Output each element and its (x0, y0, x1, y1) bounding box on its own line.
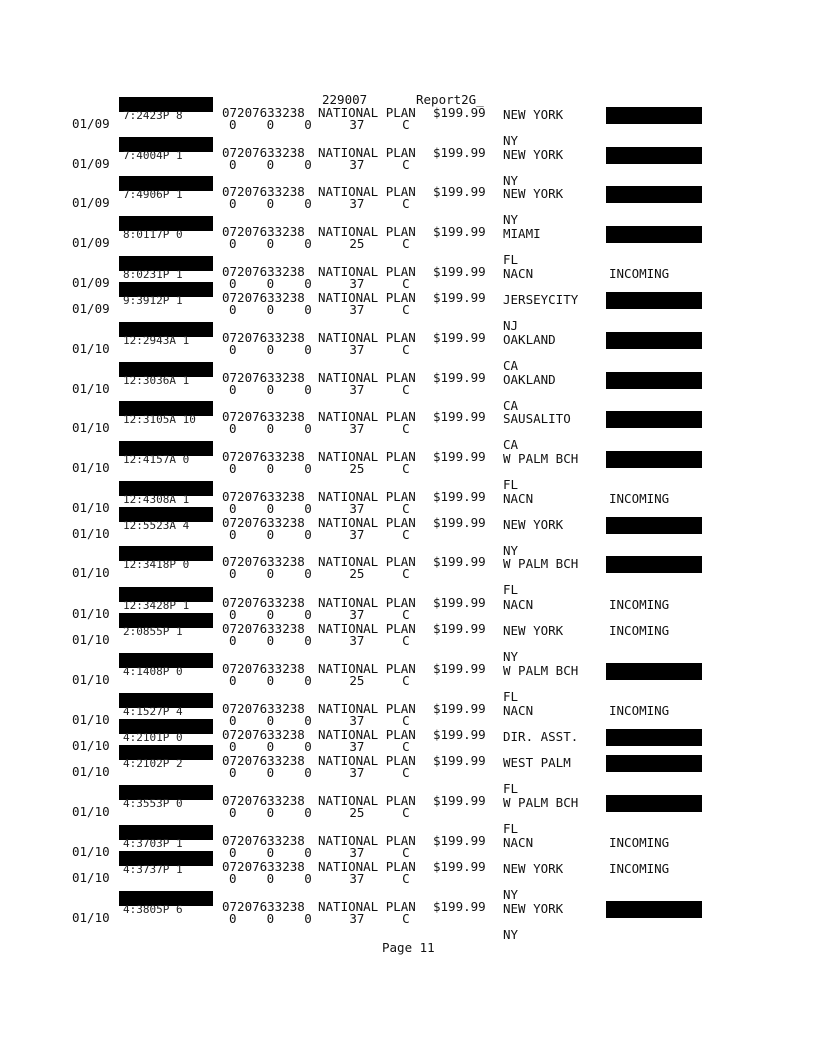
plan-amount: $199.99 (433, 184, 486, 199)
call-location: NACN (503, 491, 534, 506)
plan-amount: $199.99 (433, 224, 486, 239)
redaction-bar (606, 186, 702, 203)
plan-name: NATIONAL PLAN (318, 290, 416, 305)
plan-amount: $199.99 (433, 701, 486, 716)
redaction-bar (606, 107, 702, 124)
call-date: 01/09 (72, 275, 110, 290)
account-number: 07207633238 (222, 554, 305, 569)
plan-amount: $199.99 (433, 145, 486, 160)
account-number: 07207633238 (222, 515, 305, 530)
call-time: 4:1527P 4 (123, 707, 183, 716)
call-date: 01/10 (72, 870, 110, 885)
usage-values: 0 0 0 25 C (229, 461, 410, 476)
call-time: 12:3036A 1 (123, 376, 190, 385)
call-location: NEW YORK (503, 517, 564, 532)
call-time: 8:0231P 1 (123, 270, 183, 279)
call-date: 01/10 (72, 804, 110, 819)
plan-name: NATIONAL PLAN (318, 515, 416, 530)
call-date: 01/10 (72, 526, 110, 541)
call-location: OAKLAND (503, 372, 556, 387)
call-time: 12:4308A 1 (123, 495, 190, 504)
plan-amount: $199.99 (433, 290, 486, 305)
call-location: NEW YORK (503, 901, 564, 916)
redaction-bar (606, 147, 702, 164)
call-time: 12:3428P 1 (123, 601, 190, 610)
redaction-bar (606, 451, 702, 468)
plan-amount: $199.99 (433, 621, 486, 636)
call-location: W PALM BCH (503, 663, 579, 678)
plan-name: NATIONAL PLAN (318, 899, 416, 914)
call-time: 4:3703P 1 (123, 839, 183, 848)
plan-name: NATIONAL PLAN (318, 105, 416, 120)
call-state: FL (503, 252, 519, 267)
redaction-bar (606, 795, 702, 812)
call-location: W PALM BCH (503, 451, 579, 466)
account-number: 07207633238 (222, 330, 305, 345)
call-location: DIR. ASST. (503, 729, 579, 744)
redaction-bar (119, 825, 213, 840)
call-location: MIAMI (503, 226, 541, 241)
call-time: 12:5523A 4 (123, 521, 190, 530)
call-direction: INCOMING (609, 861, 670, 876)
usage-values: 0 0 0 37 C (229, 382, 410, 397)
call-date: 01/10 (72, 712, 110, 727)
plan-amount: $199.99 (433, 264, 486, 279)
usage-values: 0 0 0 37 C (229, 157, 410, 172)
call-state: NY (503, 133, 519, 148)
call-direction: INCOMING (609, 703, 670, 718)
redaction-bar (119, 216, 213, 231)
usage-values: 0 0 0 37 C (229, 871, 410, 886)
redaction-bar (119, 693, 213, 708)
plan-name: NATIONAL PLAN (318, 621, 416, 636)
plan-amount: $199.99 (433, 554, 486, 569)
account-number: 07207633238 (222, 184, 305, 199)
usage-values: 0 0 0 37 C (229, 342, 410, 357)
call-location: NACN (503, 835, 534, 850)
plan-amount: $199.99 (433, 833, 486, 848)
plan-amount: $199.99 (433, 489, 486, 504)
call-location: NEW YORK (503, 861, 564, 876)
call-location: NACN (503, 703, 534, 718)
usage-values: 0 0 0 37 C (229, 196, 410, 211)
account-number: 07207633238 (222, 105, 305, 120)
call-state: CA (503, 358, 519, 373)
account-number: 07207633238 (222, 449, 305, 464)
call-date: 01/10 (72, 341, 110, 356)
call-date: 01/09 (72, 301, 110, 316)
usage-values: 0 0 0 37 C (229, 527, 410, 542)
redaction-bar (119, 362, 213, 377)
plan-amount: $199.99 (433, 449, 486, 464)
call-time: 12:3105A 10 (123, 415, 196, 424)
call-location: NEW YORK (503, 147, 564, 162)
usage-values: 0 0 0 37 C (229, 911, 410, 926)
call-location: W PALM BCH (503, 795, 579, 810)
redaction-bar (119, 507, 213, 522)
plan-name: NATIONAL PLAN (318, 753, 416, 768)
call-state: NY (503, 649, 519, 664)
redaction-bar (119, 282, 213, 297)
account-number: 07207633238 (222, 701, 305, 716)
plan-amount: $199.99 (433, 330, 486, 345)
redaction-bar (606, 332, 702, 349)
call-date: 01/10 (72, 420, 110, 435)
account-number: 07207633238 (222, 264, 305, 279)
call-location: NACN (503, 597, 534, 612)
page-number: Page 11 (382, 940, 435, 955)
account-number: 07207633238 (222, 661, 305, 676)
usage-values: 0 0 0 37 C (229, 765, 410, 780)
plan-name: NATIONAL PLAN (318, 701, 416, 716)
redaction-bar (119, 176, 213, 191)
redaction-bar (119, 137, 213, 152)
call-time: 4:3737P 1 (123, 865, 183, 874)
redaction-bar (119, 785, 213, 800)
call-date: 01/09 (72, 156, 110, 171)
account-number: 07207633238 (222, 793, 305, 808)
usage-values: 0 0 0 37 C (229, 739, 410, 754)
call-date: 01/10 (72, 672, 110, 687)
account-number: 07207633238 (222, 409, 305, 424)
plan-amount: $199.99 (433, 409, 486, 424)
plan-amount: $199.99 (433, 727, 486, 742)
usage-values: 0 0 0 37 C (229, 607, 410, 622)
call-state: NY (503, 887, 519, 902)
redaction-bar (119, 719, 213, 734)
plan-amount: $199.99 (433, 859, 486, 874)
call-date: 01/10 (72, 632, 110, 647)
plan-amount: $199.99 (433, 899, 486, 914)
plan-name: NATIONAL PLAN (318, 554, 416, 569)
redaction-bar (606, 729, 702, 746)
usage-values: 0 0 0 37 C (229, 501, 410, 516)
call-location: NEW YORK (503, 107, 564, 122)
call-direction: INCOMING (609, 491, 670, 506)
call-state: CA (503, 398, 519, 413)
call-time: 7:4004P 1 (123, 151, 183, 160)
call-time: 12:3418P 0 (123, 560, 190, 569)
account-number: 07207633238 (222, 621, 305, 636)
plan-name: NATIONAL PLAN (318, 264, 416, 279)
call-location: SAUSALITO (503, 411, 571, 426)
call-direction: INCOMING (609, 835, 670, 850)
redaction-bar (606, 411, 702, 428)
call-date: 01/10 (72, 381, 110, 396)
plan-amount: $199.99 (433, 370, 486, 385)
redaction-bar (119, 653, 213, 668)
call-date: 01/10 (72, 565, 110, 580)
call-state: FL (503, 477, 519, 492)
plan-name: NATIONAL PLAN (318, 595, 416, 610)
redaction-bar (119, 891, 213, 906)
account-number: 07207633238 (222, 899, 305, 914)
redaction-bar (119, 745, 213, 760)
usage-values: 0 0 0 37 C (229, 276, 410, 291)
call-state: NJ (503, 318, 519, 333)
call-location: NEW YORK (503, 623, 564, 638)
usage-values: 0 0 0 25 C (229, 236, 410, 251)
call-date: 01/10 (72, 460, 110, 475)
call-state: CA (503, 437, 519, 452)
call-direction: INCOMING (609, 597, 670, 612)
redaction-bar (606, 556, 702, 573)
call-direction: INCOMING (609, 623, 670, 638)
redaction-bar (119, 851, 213, 866)
plan-name: NATIONAL PLAN (318, 727, 416, 742)
call-location: W PALM BCH (503, 556, 579, 571)
usage-values: 0 0 0 37 C (229, 421, 410, 436)
call-time: 4:1408P 0 (123, 667, 183, 676)
call-time: 2:0855P 1 (123, 627, 183, 636)
call-date: 01/09 (72, 235, 110, 250)
redaction-bar (606, 663, 702, 680)
call-location: OAKLAND (503, 332, 556, 347)
plan-amount: $199.99 (433, 753, 486, 768)
call-state: NY (503, 173, 519, 188)
usage-values: 0 0 0 37 C (229, 117, 410, 132)
account-number: 07207633238 (222, 489, 305, 504)
call-time: 4:3553P 0 (123, 799, 183, 808)
account-number: 07207633238 (222, 833, 305, 848)
plan-amount: $199.99 (433, 515, 486, 530)
plan-name: NATIONAL PLAN (318, 859, 416, 874)
call-date: 01/10 (72, 764, 110, 779)
plan-name: NATIONAL PLAN (318, 145, 416, 160)
report-id: 229007 (322, 92, 368, 107)
account-number: 07207633238 (222, 290, 305, 305)
call-state: NY (503, 927, 519, 942)
plan-amount: $199.99 (433, 105, 486, 120)
call-time: 12:2943A 1 (123, 336, 190, 345)
call-time: 4:2102P 2 (123, 759, 183, 768)
plan-name: NATIONAL PLAN (318, 370, 416, 385)
redaction-bar (606, 292, 702, 309)
call-location: NACN (503, 266, 534, 281)
call-time: 7:4906P 1 (123, 190, 183, 199)
plan-name: NATIONAL PLAN (318, 449, 416, 464)
usage-values: 0 0 0 37 C (229, 845, 410, 860)
plan-amount: $199.99 (433, 661, 486, 676)
call-date: 01/10 (72, 910, 110, 925)
plan-name: NATIONAL PLAN (318, 833, 416, 848)
redaction-bar (119, 441, 213, 456)
redaction-bar (119, 322, 213, 337)
account-number: 07207633238 (222, 145, 305, 160)
plan-name: NATIONAL PLAN (318, 409, 416, 424)
plan-name: NATIONAL PLAN (318, 184, 416, 199)
redaction-bar (119, 97, 213, 112)
redaction-bar (119, 481, 213, 496)
redaction-bar (606, 226, 702, 243)
usage-values: 0 0 0 25 C (229, 673, 410, 688)
account-number: 07207633238 (222, 595, 305, 610)
usage-values: 0 0 0 25 C (229, 566, 410, 581)
call-date: 01/10 (72, 500, 110, 515)
call-location: NEW YORK (503, 186, 564, 201)
redaction-bar (606, 901, 702, 918)
redaction-bar (119, 401, 213, 416)
account-number: 07207633238 (222, 370, 305, 385)
call-state: FL (503, 582, 519, 597)
redaction-bar (119, 256, 213, 271)
call-date: 01/10 (72, 606, 110, 621)
redaction-bar (606, 755, 702, 772)
redaction-bar (119, 587, 213, 602)
call-location: JERSEYCITY (503, 292, 579, 307)
call-location: WEST PALM (503, 755, 571, 770)
usage-values: 0 0 0 25 C (229, 805, 410, 820)
redaction-bar (119, 613, 213, 628)
call-time: 8:0117P 0 (123, 230, 183, 239)
call-date: 01/09 (72, 116, 110, 131)
plan-name: NATIONAL PLAN (318, 489, 416, 504)
call-state: FL (503, 781, 519, 796)
plan-name: NATIONAL PLAN (318, 224, 416, 239)
call-time: 4:3805P 6 (123, 905, 183, 914)
call-date: 01/10 (72, 738, 110, 753)
plan-amount: $199.99 (433, 793, 486, 808)
plan-name: NATIONAL PLAN (318, 793, 416, 808)
account-number: 07207633238 (222, 753, 305, 768)
call-date: 01/09 (72, 195, 110, 210)
call-time: 12:4157A 0 (123, 455, 190, 464)
plan-amount: $199.99 (433, 595, 486, 610)
call-date: 01/10 (72, 844, 110, 859)
call-time: 7:2423P 8 (123, 111, 183, 120)
redaction-bar (606, 517, 702, 534)
account-number: 07207633238 (222, 727, 305, 742)
call-state: FL (503, 689, 519, 704)
call-direction: INCOMING (609, 266, 670, 281)
call-time: 9:3912P 1 (123, 296, 183, 305)
call-state: FL (503, 821, 519, 836)
plan-name: NATIONAL PLAN (318, 661, 416, 676)
usage-values: 0 0 0 37 C (229, 302, 410, 317)
redaction-bar (606, 372, 702, 389)
call-state: NY (503, 212, 519, 227)
account-number: 07207633238 (222, 224, 305, 239)
report-name: Report2G_ (416, 92, 484, 107)
plan-name: NATIONAL PLAN (318, 330, 416, 345)
account-number: 07207633238 (222, 859, 305, 874)
usage-values: 0 0 0 37 C (229, 633, 410, 648)
call-time: 4:2101P 0 (123, 733, 183, 742)
usage-values: 0 0 0 37 C (229, 713, 410, 728)
redaction-bar (119, 546, 213, 561)
call-state: NY (503, 543, 519, 558)
